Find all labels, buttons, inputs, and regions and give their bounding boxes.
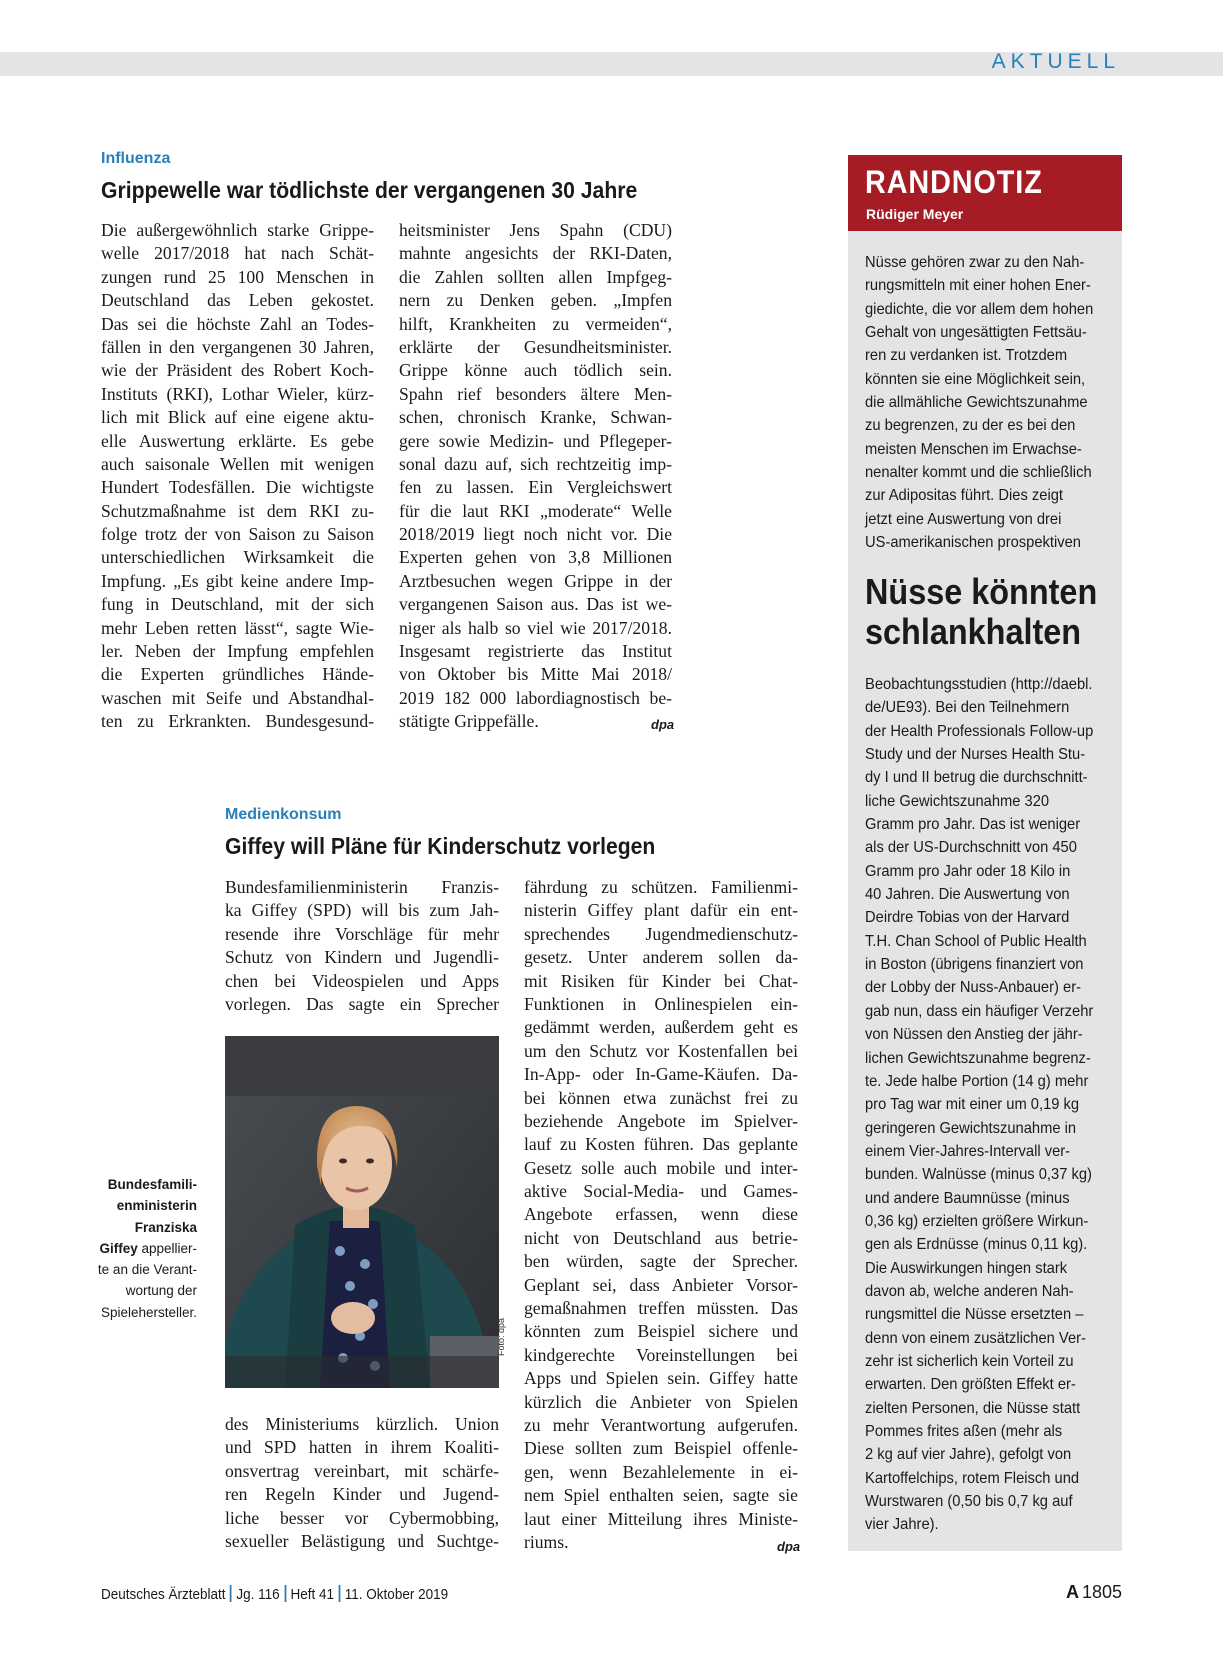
- text-line: Insgesamt registrierte das Institut: [399, 641, 672, 662]
- text-line: Nüsse gehören zwar zu den Nah-: [865, 254, 1085, 271]
- text-line: fung in Deutschland, mit der sich: [101, 594, 374, 615]
- text-line: Impfung. „Es gibt keine andere Imp-: [101, 570, 374, 591]
- caption-line: te an die Verant-: [97, 1262, 197, 1278]
- text-line: Gehalt von ungesättigten Fettsäu-: [865, 324, 1087, 342]
- text-line: gere sowie Medizin- und Pflegeper-: [399, 430, 672, 451]
- article2-agency: dpa: [777, 1539, 801, 1554]
- text-line: 2018/2019 liegt noch nicht vor. Die: [399, 524, 672, 545]
- text-line: Die außergewöhnlich starke Grippe-: [101, 220, 374, 240]
- text-line: könnten sie eine Möglichkeit sein,: [865, 370, 1086, 388]
- text-line: Instituts (RKI), Lothar Wieler, kürz-: [101, 383, 374, 404]
- article2-column-1-bottom: [225, 1413, 499, 1553]
- text-line: mit Risiken für Kinder bei Chat-: [524, 970, 798, 991]
- text-line: vorlegen. Das sagte ein Sprecher: [225, 993, 499, 1014]
- text-line: Gramm pro Jahr oder 18 Kilo in: [865, 862, 1071, 880]
- text-line: hilft, Krankheiten zu vermeiden“,: [399, 313, 672, 334]
- article2-kicker: Medienkonsum: [225, 806, 342, 823]
- text-line: ren zu verdanken ist. Trotzdem: [865, 347, 1068, 365]
- text-line: Study und der Nurses Health Stu-: [865, 746, 1086, 764]
- text-line: Experten gehen von 3,8 Millionen: [399, 547, 672, 568]
- text-line: wie der Präsident des Robert Koch-: [101, 360, 374, 381]
- text-line: Angebote erfassen, wenn diese: [524, 1204, 798, 1225]
- text-line: Schutz von Kindern und Jugendli-: [225, 947, 499, 968]
- text-line: Diese sollten zum Beispiel offenle-: [524, 1438, 798, 1459]
- page-footer: [101, 1585, 448, 1603]
- text-line: nem Spiel enthalten seien, sagte sie: [524, 1485, 798, 1506]
- text-line: Apps und Spielen sein. Giffey hatte: [524, 1368, 798, 1389]
- text-line: chen bei Videospielen und Apps: [225, 970, 499, 991]
- text-line: heitsminister Jens Spahn (CDU): [399, 220, 672, 240]
- text-line: 2 kg auf vier Jahre), gefolgt von: [865, 1446, 1072, 1464]
- text-line: der Health Professionals Follow-up: [865, 722, 1094, 740]
- text-line: für die laut RKI „moderate“ Welle: [399, 500, 672, 521]
- text-line: und andere Baumnüsse (minus: [865, 1189, 1070, 1207]
- text-line: laut einer Mitteilung ihres Ministe-: [524, 1508, 798, 1529]
- caption-name: Giffey: [99, 1240, 138, 1256]
- text-line: ka Giffey (SPD) will bis zum Jah-: [225, 900, 499, 921]
- text-line: ten zu Erkrankten. Bundesgesund-: [101, 711, 374, 732]
- footer-separator: [338, 1585, 340, 1602]
- page-prefix: A: [1065, 1582, 1079, 1602]
- text-line: Spahn rief besonders ältere Men-: [399, 383, 672, 404]
- text-line: unterschiedlichen Wirksamkeit die: [101, 547, 374, 568]
- text-line: nicht von Deutschland aus betrie-: [524, 1227, 798, 1248]
- text-line: Das sei die höchste Zahl an Todes-: [101, 313, 374, 334]
- text-line: Deirdre Tobias von der Harvard: [865, 909, 1070, 927]
- text-line: Beobachtungsstudien (http://daebl.: [865, 676, 1093, 693]
- article1-headline: Grippewelle war tödlichste der vergangenen 30 Jahre: [101, 177, 638, 203]
- text-line: niger als halb so viel wie 2017/2018.: [399, 617, 672, 638]
- text-line: nenalter kommt und die schließlich: [865, 464, 1092, 482]
- text-line: geringeren Gewichtszunahme in: [865, 1119, 1077, 1137]
- randnotiz-intro: [865, 251, 1113, 554]
- caption-text: appellier-: [137, 1240, 197, 1256]
- text-line: bei können etwa zunächst frei zu: [524, 1087, 798, 1108]
- text-line: denn von einem zusätzlichen Ver-: [865, 1329, 1086, 1347]
- randnotiz-title: RANDNOTIZ: [865, 164, 1043, 200]
- text-line: lich mit Blick auf eine eigene aktu-: [101, 407, 374, 428]
- article1-column-1: [101, 219, 374, 734]
- text-line: giedichte, die vor allem dem hohen: [865, 300, 1094, 318]
- caption-line: Franziska: [134, 1219, 197, 1235]
- randnotiz-headline: [865, 572, 1097, 652]
- text-line: gen, wenn Bezahlelemente in ei-: [524, 1461, 798, 1482]
- text-line: sprechendes Jugendmedienschutz-: [524, 923, 798, 944]
- randnotiz-headline-line: Nüsse könnten: [865, 571, 1098, 612]
- text-line: Deutschland das Leben gekostet.: [101, 290, 374, 311]
- text-line: Funktionen in Onlinespielen ein-: [524, 993, 798, 1014]
- text-line: beziehende Angebote im Spielver-: [524, 1110, 798, 1131]
- text-line: gemaßnahmen treffen müssten. Das: [524, 1298, 798, 1319]
- text-line: als der US-Durchschnitt von 450: [865, 839, 1077, 857]
- text-line: auch saisonale Wellen mit wenigen: [101, 453, 374, 474]
- text-line: dy I und II betrug die durchschnitt-: [865, 769, 1088, 787]
- text-line: ben würden, sagte der Sprecher.: [524, 1251, 798, 1272]
- text-line: jetzt eine Auswertung von drei: [865, 510, 1062, 528]
- text-line: 0,36 kg) erzielten größere Wirkun-: [865, 1212, 1089, 1230]
- text-line: mahnte angesichts der RKI-Daten,: [399, 243, 672, 264]
- section-label: AKTUELL: [991, 50, 1120, 73]
- text-line: die Zahlen sollten allen Impfgeg-: [399, 266, 672, 287]
- text-line: zu mehr Verantwortung aufgerufen.: [524, 1414, 798, 1435]
- text-line: erwarten. Den größten Effekt er-: [865, 1376, 1076, 1394]
- text-line: Pommes frites aßen (mehr als: [865, 1423, 1063, 1440]
- text-line: Bundesfamilienministerin Franzis-: [225, 877, 499, 897]
- text-line: US-amerikanischen prospektiven: [865, 534, 1081, 552]
- footer-separator: [284, 1585, 286, 1602]
- text-line: und SPD hatten in ihrem Koaliti-: [225, 1437, 499, 1458]
- text-line: ler. Neben der Impfung empfehlen: [101, 641, 374, 662]
- caption-line: [47, 1238, 197, 1259]
- text-line: um den Schutz vor Kostenfallen bei: [524, 1040, 798, 1061]
- footer-journal: Deutsches Ärzteblatt: [101, 1586, 226, 1603]
- caption-line: Spielehersteller.: [100, 1304, 197, 1320]
- text-line: fährdung zu schützen. Familienmi-: [524, 877, 798, 897]
- text-line: 2019 182 000 labordiagnostisch be-: [399, 687, 672, 708]
- text-line: zur Adipositas führt. Dies zeigt: [865, 487, 1064, 505]
- page-number: [1066, 1582, 1122, 1603]
- text-line: stätigte Grippefälle.: [399, 711, 539, 732]
- text-line: die Experten gründliches Hände-: [101, 664, 374, 685]
- randnotiz-headline-line: schlankhalten: [865, 611, 1082, 652]
- article2-headline: Giffey will Pläne für Kinderschutz vorlegen: [225, 833, 656, 859]
- text-line: Die Auswirkungen hingen stark: [865, 1259, 1068, 1277]
- caption-line: wortung der: [125, 1283, 197, 1299]
- text-line: gedämmt werden, außerdem geht es: [524, 1017, 798, 1038]
- text-line: mehr Leben retten lässt“, sagte Wie-: [101, 617, 374, 638]
- footer-date: 11. Oktober 2019: [344, 1586, 449, 1603]
- text-line: aktive Social-Media- und Games-: [524, 1181, 798, 1202]
- text-line: ren Regeln Kinder und Jugend-: [225, 1484, 499, 1505]
- text-line: riums.: [524, 1531, 569, 1552]
- text-line: zehr ist sicherlich kein Vorteil zu: [865, 1352, 1074, 1370]
- caption-line: Bundesfamili-: [107, 1177, 197, 1192]
- photo-credit: Foto: dpa: [496, 1317, 506, 1356]
- text-line: davon ab, welche anderen Nah-: [865, 1282, 1074, 1300]
- text-line: kürzlich die Anbieter von Spielen: [524, 1391, 798, 1412]
- text-line: folge trotz der von Saison zu Saison: [101, 524, 374, 545]
- text-line: In-App- oder In-Game-Käufen. Da-: [524, 1064, 798, 1085]
- text-line: resende ihre Vorschläge für mehr: [225, 923, 499, 944]
- text-line: Grippe könne auch tödlich sein.: [399, 360, 672, 381]
- text-line: gesetz. Unter anderem sollen da-: [524, 947, 798, 968]
- text-line: liche Gewichtszunahme 320: [865, 792, 1050, 810]
- text-line: rungsmitteln mit einer hohen Ener-: [865, 277, 1091, 295]
- text-line: vergangenen Saison aus. Das ist we-: [399, 594, 672, 615]
- text-line: bunden. Walnüsse (minus 0,37 kg): [865, 1166, 1092, 1184]
- footer-issue: Heft 41: [290, 1586, 334, 1603]
- text-line: fen zu lassen. Ein Vergleichswert: [399, 477, 672, 498]
- text-line: von Oktober bis Mitte Mai 2018/: [399, 664, 672, 685]
- text-line: zu begrenzen, zu der es bei den: [865, 417, 1076, 435]
- text-line: in Boston (übrigens finanziert von: [865, 956, 1084, 974]
- text-line: kindgerechte Voreinstellungen bei: [524, 1344, 798, 1365]
- text-line: Gramm pro Jahr. Das ist weniger: [865, 816, 1081, 834]
- text-line: schen, chronisch Kranke, Schwan-: [399, 407, 672, 428]
- text-line: erklärte der Gesundheitsminister.: [399, 336, 672, 357]
- article1-kicker: Influenza: [101, 150, 171, 167]
- page-number-value: 1805: [1081, 1582, 1122, 1602]
- text-line: fällen in den vergangenen 30 Jahren,: [101, 336, 374, 357]
- text-line: sexueller Belästigung und Suchtge-: [225, 1530, 499, 1551]
- footer-separator: [230, 1585, 232, 1602]
- text-line: zielten Personen, die Nüsse statt: [865, 1399, 1081, 1417]
- text-line: Hundert Todesfällen. Die wichtigste: [101, 477, 374, 498]
- text-line: einem Vier-Jahres-Intervall ver-: [865, 1142, 1071, 1160]
- text-line: onsvertrag vereinbart, mit schärfe-: [225, 1460, 499, 1481]
- text-line: Kartoffelchips, rotem Fleisch und: [865, 1469, 1080, 1487]
- text-line: te. Jede halbe Portion (14 g) mehr: [865, 1072, 1089, 1090]
- text-line: die allmähliche Gewichtszunahme: [865, 394, 1088, 412]
- text-line: sonal dazu auf, sich rechtzeitig imp-: [399, 453, 672, 474]
- text-line: elle Auswertung erklärte. Es gebe: [101, 430, 374, 451]
- text-line: Wurstwaren (0,50 bis 0,7 kg auf: [865, 1493, 1073, 1511]
- text-line: de/UE93). Bei den Teilnehmern: [865, 699, 1070, 717]
- randnotiz-author: Rüdiger Meyer: [866, 206, 964, 222]
- text-line: könnten zum Beispiel sichere und: [524, 1321, 798, 1342]
- text-line: T.H. Chan School of Public Health: [865, 932, 1087, 950]
- footer-volume: Jg. 116: [236, 1586, 280, 1603]
- text-line: lauf zu Kosten führen. Das geplante: [524, 1134, 798, 1155]
- text-line: meisten Menschen im Erwachse-: [865, 440, 1082, 458]
- photo-caption: [47, 1174, 197, 1323]
- caption-line: enministerin: [116, 1198, 197, 1214]
- text-line: waschen mit Seife und Abstandhal-: [101, 687, 374, 708]
- text-line: pro Tag war mit einer um 0,19 kg: [865, 1096, 1080, 1114]
- text-line: liche besser vor Cybermobbing,: [225, 1507, 499, 1528]
- text-line: welle 2017/2018 hat nach Schät-: [101, 243, 374, 264]
- article1-column-2: [399, 219, 675, 734]
- text-line: lichen Gewichtszunahme begrenz-: [865, 1049, 1091, 1067]
- randnotiz-body: [865, 673, 1113, 1537]
- text-line: vier Jahre).: [865, 1516, 939, 1534]
- politician-photo-illustration: [225, 1036, 499, 1388]
- text-line: Schutzmaßnahme ist dem RKI zu-: [101, 500, 374, 521]
- text-line: nisterin Giffey plant dafür ein ent-: [524, 900, 798, 921]
- text-line: der Lobby der Nuss-Anbauer) er-: [865, 979, 1081, 997]
- article2-photo: [225, 1036, 499, 1388]
- article2-column-1-top: [225, 876, 499, 1016]
- text-line: gab nun, dass ein häufiger Verzehr: [865, 1002, 1094, 1020]
- text-line: gen als Erdnüsse (minus 0,11 kg).: [865, 1236, 1088, 1254]
- text-line: Gesetz solle auch mobile und inter-: [524, 1157, 798, 1178]
- text-line: Arztbesuchen wegen Grippe in der: [399, 570, 672, 591]
- text-line: Geplant sei, dass Anbieter Vorsor-: [524, 1274, 798, 1295]
- text-line: von Nüssen den Anstieg der jähr-: [865, 1026, 1083, 1044]
- article2-column-2: [524, 876, 801, 1554]
- text-line: 40 Jahren. Die Auswertung von: [865, 886, 1070, 904]
- text-line: rungsmittel die Nüsse ersetzten –: [865, 1306, 1084, 1324]
- text-line: zungen rund 25 100 Menschen in: [101, 266, 374, 287]
- text-line: nern zu Denken geben. „Impfen: [399, 290, 672, 311]
- text-line: des Ministeriums kürzlich. Union: [225, 1414, 499, 1434]
- article1-agency: dpa: [651, 717, 675, 732]
